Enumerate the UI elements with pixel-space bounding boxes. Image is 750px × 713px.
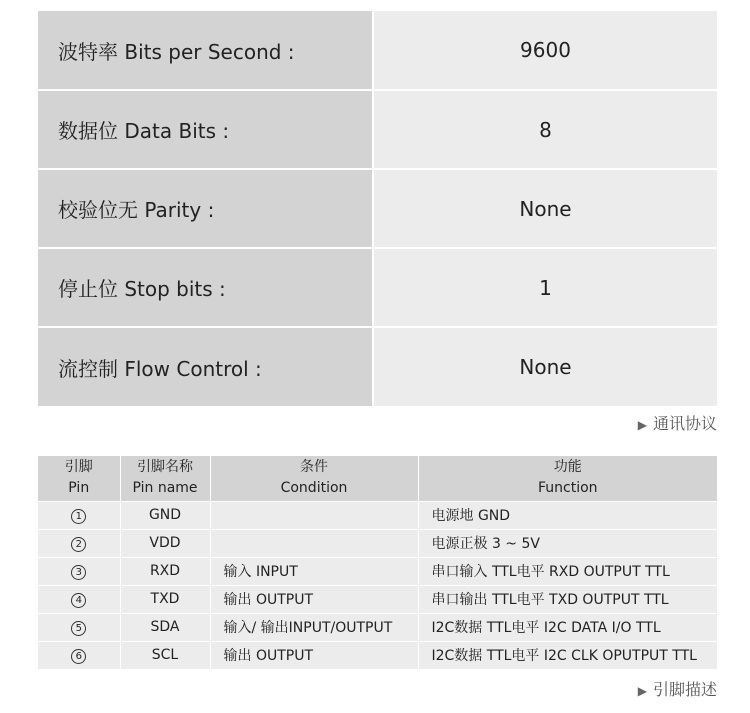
- comm-row-baud: [38, 11, 717, 90]
- flow-control-label: 流控制 Flow Control :: [38, 327, 373, 406]
- comm-row-stop-bits: [38, 248, 717, 327]
- table-row: [38, 529, 717, 557]
- pin-description-caption: [638, 677, 717, 700]
- pin-number: 2: [71, 537, 86, 552]
- pin-function-cell: I2C数据 TTL电平 I2C DATA I/O TTL: [418, 613, 717, 641]
- header-pin-name-cn: 引脚名称: [137, 459, 193, 476]
- pin-name-cell: RXD: [120, 557, 210, 585]
- parity-label: 校验位无 Parity :: [38, 169, 373, 248]
- table-row: [38, 641, 717, 669]
- header-pin-name: [120, 456, 210, 501]
- stop-bits-label: 停止位 Stop bits :: [38, 248, 373, 327]
- header-condition: [210, 456, 418, 501]
- pin-condition-cell: 输入/ 输出INPUT/OUTPUT: [210, 613, 418, 641]
- baud-rate-value: 9600: [373, 11, 717, 90]
- pin-name-cell: VDD: [120, 529, 210, 557]
- flow-control-value: None: [373, 327, 717, 406]
- pin-function-cell: I2C数据 TTL电平 I2C CLK OPUTPUT TTL: [418, 641, 717, 669]
- parity-value: None: [373, 169, 717, 248]
- pin-name-cell: SCL: [120, 641, 210, 669]
- pin-function-cell: 串口输入 TTL电平 RXD OUTPUT TTL: [418, 557, 717, 585]
- comm-row-flow-control: [38, 327, 717, 406]
- pin-number-cell: [38, 529, 120, 557]
- comm-row-data-bits: [38, 90, 717, 169]
- pin-number-cell: [38, 613, 120, 641]
- play-triangle-icon: ▶: [637, 418, 647, 432]
- stop-bits-value: 1: [373, 248, 717, 327]
- pin-name-cell: TXD: [120, 585, 210, 613]
- header-function: [418, 456, 717, 501]
- pin-number-cell: [38, 557, 120, 585]
- header-pin-name-en: Pin name: [132, 480, 198, 497]
- table-row: [38, 501, 717, 529]
- pin-number: 6: [71, 649, 86, 664]
- pin-condition-cell: [210, 501, 418, 529]
- data-bits-label: 数据位 Data Bits :: [38, 90, 373, 169]
- pin-number: 5: [71, 621, 86, 636]
- pin-number: 1: [71, 509, 86, 524]
- pin-function-cell: 电源正极 3 ~ 5V: [418, 529, 717, 557]
- table-row: [38, 585, 717, 613]
- header-pin-en: Pin: [68, 480, 90, 497]
- pin-number: 3: [71, 565, 86, 580]
- pin-name-cell: GND: [120, 501, 210, 529]
- pin-name-cell: SDA: [120, 613, 210, 641]
- header-pin-cn: 引脚: [64, 459, 93, 476]
- pin-condition-cell: 输出 OUTPUT: [210, 585, 418, 613]
- comm-row-parity: [38, 169, 717, 248]
- pin-condition-cell: 输出 OUTPUT: [210, 641, 418, 669]
- pin-number: 4: [71, 593, 86, 608]
- comm-protocol-caption: [638, 411, 717, 434]
- table-row: [38, 613, 717, 641]
- header-pin: [38, 456, 120, 501]
- pin-table-header: [38, 456, 717, 501]
- header-condition-cn: 条件: [300, 459, 328, 476]
- pin-description-caption-text: 引脚描述: [652, 680, 717, 699]
- pin-number-cell: [38, 641, 120, 669]
- pin-description-table: [38, 456, 717, 669]
- baud-rate-label: 波特率 Bits per Second :: [38, 11, 373, 90]
- comm-protocol-caption-text: 通讯协议: [652, 414, 717, 433]
- comm-protocol-table: [38, 11, 717, 406]
- data-bits-value: 8: [373, 90, 717, 169]
- header-condition-en: Condition: [280, 480, 348, 497]
- pin-number-cell: [38, 585, 120, 613]
- header-function-en: Function: [537, 480, 598, 497]
- pin-number-cell: [38, 501, 120, 529]
- pin-function-cell: 电源地 GND: [418, 501, 717, 529]
- pin-condition-cell: 输入 INPUT: [210, 557, 418, 585]
- pin-function-cell: 串口输出 TTL电平 TXD OUTPUT TTL: [418, 585, 717, 613]
- pin-condition-cell: [210, 529, 418, 557]
- header-function-cn: 功能: [553, 459, 582, 476]
- play-triangle-icon: ▶: [637, 684, 647, 698]
- table-row: [38, 557, 717, 585]
